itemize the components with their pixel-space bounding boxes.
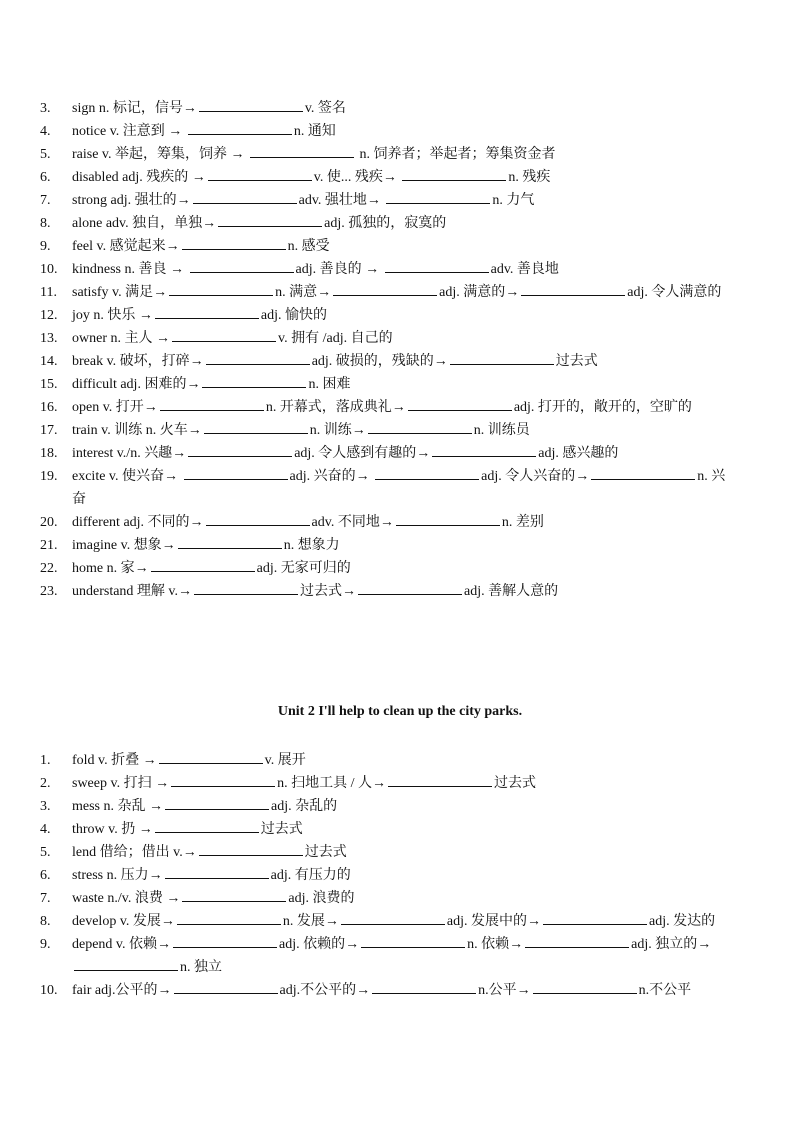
item-segment: fair adj.公平的→ (72, 983, 172, 998)
item-segment: depend v. 依赖→ (72, 937, 172, 952)
item-text (72, 120, 732, 143)
item-segment: adj. 打开的，敞开的，空旷的 (513, 400, 692, 415)
item-segment: n.不公平 (638, 983, 692, 998)
item-number: 19. (40, 469, 58, 484)
item-segment: n. 感受 (287, 239, 330, 254)
item-segment: stress n. 压力→ (72, 868, 163, 883)
item-number: 3. (40, 799, 51, 814)
item-segment: adj. 发展中的→ (446, 914, 542, 929)
item-segment: adj. 发达的 (649, 914, 716, 929)
item-segment: notice v. 注意到 → (72, 124, 186, 139)
item-segment: throw v. 扔 → (72, 822, 153, 837)
answer-blank[interactable] (396, 511, 500, 526)
vocab-item (40, 511, 732, 534)
item-number: 8. (40, 216, 51, 231)
answer-blank[interactable] (178, 534, 282, 549)
item-number: 10. (40, 983, 58, 998)
item-segment: n. 独立 (180, 960, 222, 975)
item-segment: adj. 令人感到有趣的→ (294, 446, 431, 461)
item-segment: owner n. 主人 → (72, 331, 170, 346)
item-segment: home n. 家→ (72, 561, 149, 576)
item-segment: adv. 不同地→ (311, 515, 394, 530)
item-segment: interest v./n. 兴趣→ (72, 446, 187, 461)
item-segment: adj. 孤独的，寂寞的 (324, 216, 447, 231)
answer-blank[interactable] (341, 910, 445, 925)
item-segment: mess n. 杂乱 → (72, 799, 163, 814)
item-text (72, 511, 732, 534)
item-number: 6. (40, 170, 51, 185)
vocab-item (40, 772, 732, 795)
answer-blank[interactable] (151, 557, 255, 572)
item-text (72, 235, 732, 258)
item-segment: adj. 令人满意的 (627, 285, 722, 300)
answer-blank[interactable] (193, 189, 297, 204)
item-text (72, 396, 732, 419)
item-number: 17. (40, 423, 58, 438)
answer-blank[interactable] (160, 396, 264, 411)
item-text (72, 534, 732, 557)
item-number: 2. (40, 776, 51, 791)
item-segment: train v. 训练 n. 火车→ (72, 423, 202, 438)
item-segment: break v. 破坏，打碎→ (72, 354, 204, 369)
item-text (72, 350, 732, 373)
answer-blank[interactable] (174, 979, 278, 994)
answer-blank[interactable] (521, 281, 625, 296)
answer-blank[interactable] (190, 258, 294, 273)
item-text (72, 419, 732, 442)
item-segment: n. 差别 (501, 515, 544, 530)
item-text (72, 841, 732, 864)
item-segment: adj. 满意的→ (439, 285, 520, 300)
item-segment: disabled adj. 残疾的 → (72, 170, 206, 185)
answer-blank[interactable] (358, 580, 462, 595)
item-segment: n. 饲养者；举起者；筹集资金者 (356, 147, 556, 162)
answer-blank[interactable] (159, 749, 263, 764)
item-number: 15. (40, 377, 58, 392)
item-segment: raise v. 举起，筹集，饲养 → (72, 147, 249, 162)
item-number: 4. (40, 822, 51, 837)
item-text (72, 212, 732, 235)
item-segment: n. 开幕式，落成典礼→ (265, 400, 406, 415)
answer-blank[interactable] (372, 979, 476, 994)
unit2-title: Unit 2 I'll help to clean up the city parks. (277, 704, 523, 719)
item-segment: adj. 杂乱的 (271, 799, 338, 814)
item-segment: adj. 破损的，残缺的→ (311, 354, 448, 369)
item-number: 7. (40, 891, 51, 906)
vocab-item (40, 749, 732, 772)
vocab-item (40, 143, 732, 166)
item-text (72, 327, 732, 350)
item-segment: adj. 独立的→ (631, 937, 712, 952)
item-segment: sweep v. 打扫 → (72, 776, 170, 791)
item-text (72, 442, 732, 465)
item-segment: adv. 强壮地→ (298, 193, 385, 208)
answer-blank[interactable] (204, 419, 308, 434)
answer-blank[interactable] (450, 350, 554, 365)
item-segment: n. 训练员 (473, 423, 530, 438)
item-segment: adj. 无家可归的 (256, 561, 351, 576)
answer-blank[interactable] (208, 166, 312, 181)
item-segment: adv. 善良地 (490, 262, 559, 277)
answer-blank[interactable] (250, 143, 354, 158)
vocab-item (40, 396, 732, 419)
item-text (72, 258, 732, 281)
item-segment: n. 兴奋 (72, 469, 726, 507)
item-segment: satisfy v. 满足→ (72, 285, 168, 300)
item-number: 13. (40, 331, 58, 346)
answer-blank[interactable] (525, 933, 629, 948)
item-segment: waste n./v. 浪费 → (72, 891, 181, 906)
item-segment: kindness n. 善良 → (72, 262, 188, 277)
item-number: 11. (40, 285, 57, 300)
answer-blank[interactable] (188, 120, 292, 135)
item-text (72, 818, 732, 841)
item-text (72, 304, 732, 327)
item-segment: n. 通知 (293, 124, 336, 139)
item-number: 5. (40, 147, 51, 162)
answer-blank[interactable] (172, 327, 276, 342)
vocab-item (40, 212, 732, 235)
item-text (72, 910, 732, 933)
answer-blank[interactable] (388, 772, 492, 787)
item-number: 10. (40, 262, 58, 277)
item-segment: imagine v. 想象→ (72, 538, 176, 553)
answer-blank[interactable] (155, 304, 259, 319)
unit1-vocab-list (40, 97, 732, 603)
vocab-item (40, 442, 732, 465)
item-segment: strong adj. 强壮的→ (72, 193, 191, 208)
answer-blank[interactable] (177, 910, 281, 925)
answer-blank[interactable] (333, 281, 437, 296)
item-text (72, 887, 732, 910)
answer-blank[interactable] (402, 166, 506, 181)
item-number: 22. (40, 561, 58, 576)
item-segment: n. 力气 (492, 193, 535, 208)
item-segment: adj. 善良的 → (295, 262, 383, 277)
item-segment: 过去式 (304, 845, 347, 860)
vocab-item (40, 465, 732, 511)
item-segment: 过去式 (493, 776, 536, 791)
item-text (72, 979, 732, 1002)
item-number: 6. (40, 868, 51, 883)
vocab-item (40, 795, 732, 818)
vocab-item (40, 933, 732, 979)
item-segment: excite v. 使兴奋→ (72, 469, 182, 484)
vocab-item (40, 841, 732, 864)
answer-blank[interactable] (386, 189, 490, 204)
item-segment: adj. 令人兴奋的→ (481, 469, 590, 484)
answer-blank[interactable] (169, 281, 273, 296)
item-number: 3. (40, 101, 51, 116)
vocab-item (40, 887, 732, 910)
vocab-item (40, 557, 732, 580)
item-segment: joy n. 快乐 → (72, 308, 153, 323)
item-text (72, 864, 732, 887)
item-segment: adj. 愉快的 (260, 308, 327, 323)
answer-blank[interactable] (199, 97, 303, 112)
vocab-item (40, 258, 732, 281)
answer-blank[interactable] (218, 212, 322, 227)
item-segment: n. 训练→ (309, 423, 366, 438)
answer-blank[interactable] (533, 979, 637, 994)
item-segment: v. 使... 残疾→ (313, 170, 401, 185)
vocab-item (40, 534, 732, 557)
answer-blank[interactable] (543, 910, 647, 925)
item-segment: v. 签名 (304, 101, 346, 116)
answer-blank[interactable] (194, 580, 298, 595)
item-segment: n. 困难 (308, 377, 351, 392)
item-text (72, 97, 732, 120)
vocab-item (40, 580, 732, 603)
vocab-item (40, 281, 732, 304)
item-text (72, 281, 732, 304)
item-segment: v. 展开 (264, 753, 306, 768)
vocab-item (40, 373, 732, 396)
item-segment: adj. 依赖的→ (279, 937, 360, 952)
item-segment: 过去式 (260, 822, 303, 837)
answer-blank[interactable] (202, 373, 306, 388)
item-segment: alone adv. 独自，单独→ (72, 216, 217, 231)
item-text (72, 933, 732, 979)
item-segment: 过去式 (555, 354, 598, 369)
vocab-item (40, 189, 732, 212)
item-segment: sign n. 标记，信号→ (72, 101, 197, 116)
item-number: 21. (40, 538, 58, 553)
answer-blank[interactable] (206, 511, 310, 526)
item-segment: n. 残疾 (508, 170, 551, 185)
answer-blank[interactable] (182, 887, 286, 902)
item-segment: n. 满意→ (275, 285, 332, 300)
item-number: 20. (40, 515, 58, 530)
item-segment: lend 借给；借出 v.→ (72, 845, 197, 860)
answer-blank[interactable] (591, 465, 695, 480)
vocab-item (40, 979, 732, 1002)
item-segment: adj. 有压力的 (270, 868, 351, 883)
answer-blank[interactable] (155, 818, 259, 833)
vocab-item (40, 818, 732, 841)
item-number: 9. (40, 239, 51, 254)
vocab-item (40, 97, 732, 120)
item-segment: adj. 善解人意的 (464, 584, 559, 599)
item-segment: n. 扫地工具 / 人→ (277, 776, 386, 791)
item-text (72, 557, 732, 580)
item-text (72, 189, 732, 212)
vocab-item (40, 120, 732, 143)
item-text (72, 143, 732, 166)
answer-blank[interactable] (173, 933, 277, 948)
answer-blank[interactable] (361, 933, 465, 948)
item-segment: n. 想象力 (283, 538, 340, 553)
vocab-item (40, 235, 732, 258)
item-segment: n. 依赖→ (467, 937, 524, 952)
item-text (72, 580, 732, 603)
item-segment: adj. 感兴趣的 (538, 446, 619, 461)
item-number: 1. (40, 753, 51, 768)
answer-blank[interactable] (206, 350, 310, 365)
vocab-item (40, 166, 732, 189)
item-text (72, 795, 732, 818)
answer-blank[interactable] (432, 442, 536, 457)
item-segment: 过去式→ (300, 584, 357, 599)
vocab-item (40, 910, 732, 933)
item-segment: fold v. 折叠 → (72, 753, 157, 768)
unit2-vocab-list (40, 749, 732, 1002)
answer-blank[interactable] (188, 442, 292, 457)
item-segment: difficult adj. 困难的→ (72, 377, 201, 392)
item-number: 16. (40, 400, 58, 415)
item-segment: n. 发展→ (282, 914, 339, 929)
item-text (72, 166, 732, 189)
item-segment: n.公平→ (478, 983, 531, 998)
answer-blank[interactable] (385, 258, 489, 273)
item-segment: v. 拥有 /adj. 自己的 (278, 331, 393, 346)
item-number: 9. (40, 937, 51, 952)
answer-blank[interactable] (184, 465, 288, 480)
item-segment: adj. 浪费的 (288, 891, 355, 906)
item-text (72, 373, 732, 396)
vocab-item (40, 864, 732, 887)
answer-blank[interactable] (165, 795, 269, 810)
item-number: 7. (40, 193, 51, 208)
answer-blank[interactable] (368, 419, 472, 434)
answer-blank[interactable] (199, 841, 303, 856)
vocab-item (40, 419, 732, 442)
answer-blank[interactable] (171, 772, 275, 787)
answer-blank[interactable] (74, 956, 178, 971)
item-segment: open v. 打开→ (72, 400, 158, 415)
item-number: 18. (40, 446, 58, 461)
item-text (72, 465, 732, 511)
vocab-item (40, 327, 732, 350)
item-segment: adj. 兴奋的→ (289, 469, 374, 484)
item-number: 23. (40, 584, 58, 599)
item-text (72, 772, 732, 795)
item-segment: develop v. 发展→ (72, 914, 175, 929)
item-number: 4. (40, 124, 51, 139)
answer-blank[interactable] (165, 864, 269, 879)
item-segment: feel v. 感觉起来→ (72, 239, 180, 254)
item-segment: different adj. 不同的→ (72, 515, 204, 530)
vocab-item (40, 304, 732, 327)
item-segment: understand 理解 v.→ (72, 584, 193, 599)
item-segment: adj.不公平的→ (279, 983, 371, 998)
answer-blank[interactable] (182, 235, 286, 250)
item-number: 14. (40, 354, 58, 369)
answer-blank[interactable] (375, 465, 479, 480)
item-number: 8. (40, 914, 51, 929)
item-number: 5. (40, 845, 51, 860)
answer-blank[interactable] (408, 396, 512, 411)
item-text (72, 749, 732, 772)
item-number: 12. (40, 308, 58, 323)
vocab-item (40, 350, 732, 373)
